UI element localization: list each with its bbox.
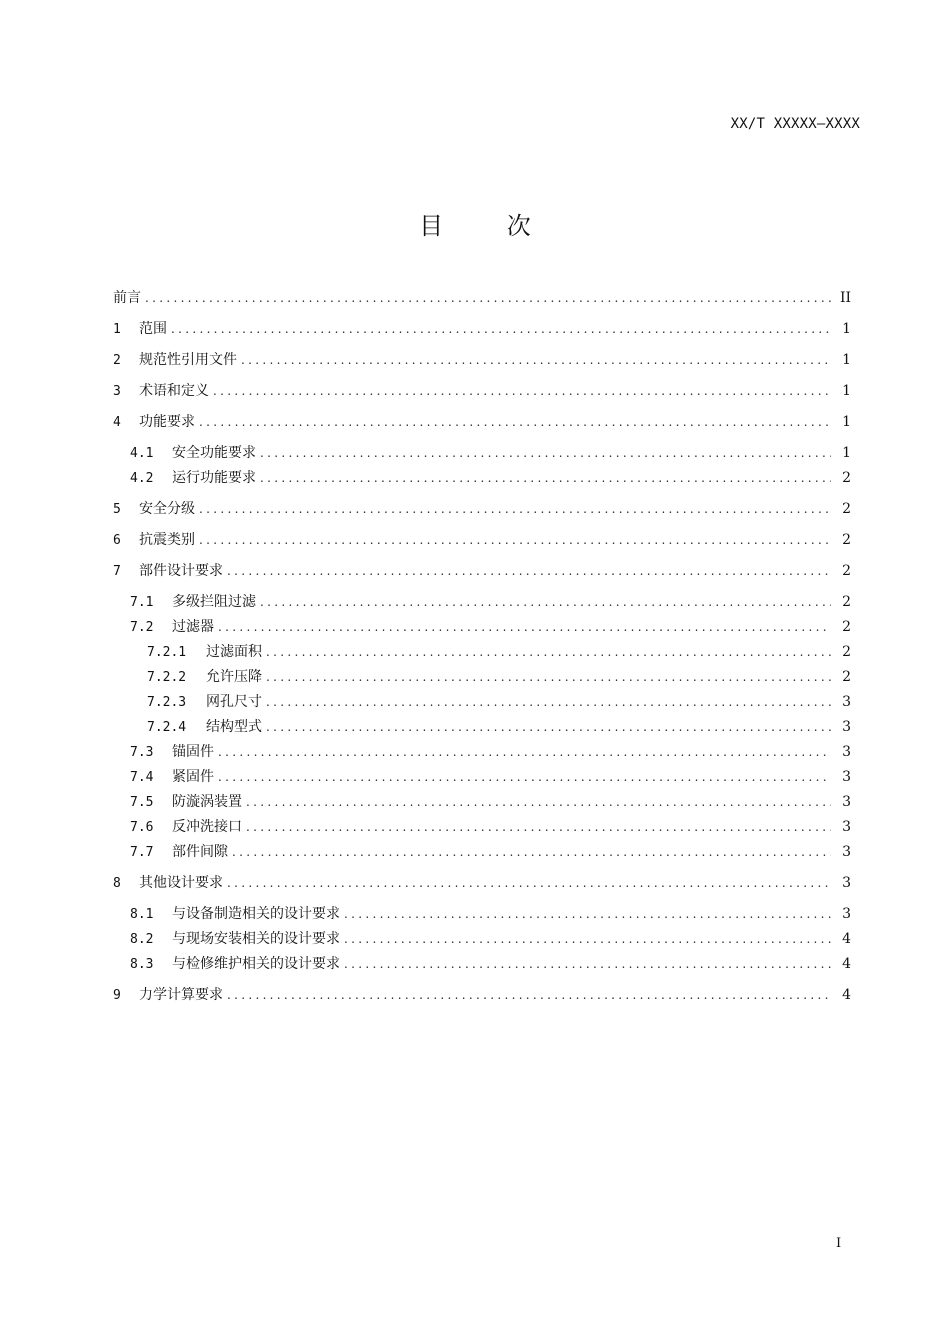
toc-entry[interactable] bbox=[113, 903, 851, 925]
toc-entry[interactable] bbox=[113, 766, 851, 788]
toc-entry[interactable] bbox=[113, 560, 851, 582]
toc-entry-number: 7.2.2 bbox=[147, 670, 187, 685]
toc-entry-page: 3 bbox=[842, 875, 851, 891]
toc-entry-number: 1 bbox=[113, 322, 121, 337]
toc-entry-number: 8.2 bbox=[130, 932, 154, 947]
toc-entry-number: 7.4 bbox=[130, 770, 154, 785]
toc-entry-number: 7.2.3 bbox=[147, 695, 187, 710]
toc-entry-label: 锚固件 bbox=[172, 744, 214, 760]
toc-entry[interactable] bbox=[113, 380, 851, 402]
toc-entry-label: 部件设计要求 bbox=[139, 563, 223, 579]
toc-entry[interactable] bbox=[113, 953, 851, 975]
toc-entry-number: 7.6 bbox=[130, 820, 154, 835]
toc-entry[interactable] bbox=[113, 467, 851, 489]
toc-entry-number: 7.2 bbox=[130, 620, 154, 635]
toc-entry-page: 2 bbox=[842, 501, 851, 517]
toc-entry-page: 3 bbox=[842, 819, 851, 835]
toc-entry-number: 6 bbox=[113, 533, 121, 548]
toc-entry-page: 2 bbox=[842, 563, 851, 579]
toc-leader-dots bbox=[260, 442, 831, 464]
toc-entry[interactable] bbox=[113, 287, 851, 309]
toc-entry[interactable] bbox=[113, 666, 851, 688]
toc-entry-label: 规范性引用文件 bbox=[139, 352, 237, 368]
toc-entry-page: 1 bbox=[842, 352, 851, 368]
toc-entry-page: 1 bbox=[842, 445, 851, 461]
toc-entry-page: 4 bbox=[842, 956, 851, 972]
toc-entry-number: 3 bbox=[113, 384, 121, 399]
toc-entry-number: 8.3 bbox=[130, 957, 154, 972]
toc-entry-label: 前言 bbox=[113, 290, 141, 306]
toc-leader-dots bbox=[171, 318, 831, 340]
toc-leader-dots bbox=[260, 591, 831, 613]
toc-leader-dots bbox=[218, 741, 831, 763]
toc-entry[interactable] bbox=[113, 498, 851, 520]
toc-leader-dots bbox=[266, 666, 831, 688]
toc-entry-page: 3 bbox=[842, 906, 851, 922]
toc-entry-page: 1 bbox=[842, 383, 851, 399]
toc-leader-dots bbox=[344, 903, 831, 925]
toc-entry-number: 8.1 bbox=[130, 907, 154, 922]
toc-entry-page: 1 bbox=[842, 414, 851, 430]
toc-entry-label: 网孔尺寸 bbox=[206, 694, 262, 710]
toc-entry-label: 运行功能要求 bbox=[172, 470, 256, 486]
toc-leader-dots bbox=[241, 349, 831, 371]
toc-entry-number: 7.1 bbox=[130, 595, 154, 610]
toc-entry[interactable] bbox=[113, 641, 851, 663]
toc-entry-page: 3 bbox=[842, 719, 851, 735]
toc-entry-page: II bbox=[839, 290, 851, 306]
toc-leader-dots bbox=[266, 641, 831, 663]
toc-leader-dots bbox=[260, 467, 831, 489]
toc-leader-dots bbox=[232, 841, 831, 863]
toc-entry[interactable] bbox=[113, 872, 851, 894]
toc-entry-label: 紧固件 bbox=[172, 769, 214, 785]
toc-entry-label: 过滤面积 bbox=[206, 644, 262, 660]
page-title: 目 次 bbox=[419, 212, 559, 240]
toc-entry-page: 4 bbox=[842, 931, 851, 947]
toc-entry[interactable] bbox=[113, 616, 851, 638]
toc-entry-number: 8 bbox=[113, 876, 121, 891]
toc-entry-number: 7 bbox=[113, 564, 121, 579]
toc-leader-dots bbox=[344, 928, 831, 950]
toc-entry[interactable] bbox=[113, 529, 851, 551]
toc-entry-label: 过滤器 bbox=[172, 619, 214, 635]
toc-entry-number: 7.3 bbox=[130, 745, 154, 760]
toc-entry-label: 与设备制造相关的设计要求 bbox=[172, 906, 340, 922]
toc-leader-dots bbox=[227, 984, 831, 1006]
toc-entry[interactable] bbox=[113, 349, 851, 371]
toc-entry-label: 多级拦阻过滤 bbox=[172, 594, 256, 610]
toc-entry-label: 结构型式 bbox=[206, 719, 262, 735]
toc-leader-dots bbox=[199, 529, 831, 551]
toc-entry-label: 力学计算要求 bbox=[139, 987, 223, 1003]
toc-leader-dots bbox=[246, 816, 831, 838]
toc-entry-label: 安全分级 bbox=[139, 501, 195, 517]
toc-leader-dots bbox=[218, 616, 831, 638]
toc-entry-label: 允许压降 bbox=[206, 669, 262, 685]
toc-entry-page: 2 bbox=[842, 644, 851, 660]
toc-leader-dots bbox=[199, 411, 831, 433]
toc-entry[interactable] bbox=[113, 791, 851, 813]
toc-entry-page: 3 bbox=[842, 744, 851, 760]
toc-entry[interactable] bbox=[113, 741, 851, 763]
toc-entry-number: 7.2.4 bbox=[147, 720, 187, 735]
toc-entry-number: 4.2 bbox=[130, 471, 154, 486]
toc-leader-dots bbox=[213, 380, 831, 402]
toc-entry-page: 3 bbox=[842, 794, 851, 810]
toc-leader-dots bbox=[218, 766, 831, 788]
toc-entry-page: 2 bbox=[842, 669, 851, 685]
toc-entry-number: 7.7 bbox=[130, 845, 154, 860]
toc-entry-label: 部件间隙 bbox=[172, 844, 228, 860]
toc-entry-label: 其他设计要求 bbox=[139, 875, 223, 891]
toc-entry[interactable] bbox=[113, 442, 851, 464]
toc-leader-dots bbox=[227, 560, 831, 582]
toc-entry-label: 范围 bbox=[139, 321, 167, 337]
toc-entry-number: 7.2.1 bbox=[147, 645, 187, 660]
toc-entry-number: 2 bbox=[113, 353, 121, 368]
toc-entry-label: 术语和定义 bbox=[139, 383, 209, 399]
toc-entry-page: 2 bbox=[842, 619, 851, 635]
toc-entry-number: 9 bbox=[113, 988, 121, 1003]
toc-entry-page: 2 bbox=[842, 470, 851, 486]
toc-entry-page: 2 bbox=[842, 594, 851, 610]
toc-entry[interactable] bbox=[113, 816, 851, 838]
toc-entry-label: 安全功能要求 bbox=[172, 445, 256, 461]
toc-entry[interactable] bbox=[113, 691, 851, 713]
toc-entry-page: 2 bbox=[842, 532, 851, 548]
toc-entry-page: 3 bbox=[842, 769, 851, 785]
footer-page-number: I bbox=[836, 1236, 842, 1251]
toc-entry-page: 3 bbox=[842, 844, 851, 860]
toc-entry[interactable] bbox=[113, 318, 851, 340]
toc-entry[interactable] bbox=[113, 928, 851, 950]
toc-entry-label: 与现场安装相关的设计要求 bbox=[172, 931, 340, 947]
toc-entry-number: 4 bbox=[113, 415, 121, 430]
standard-number: XX/T XXXXX—XXXX bbox=[730, 116, 860, 132]
toc-entry-number: 7.5 bbox=[130, 795, 154, 810]
toc-leader-dots bbox=[145, 287, 831, 309]
toc-entry[interactable] bbox=[113, 411, 851, 433]
toc-leader-dots bbox=[266, 691, 831, 713]
toc-leader-dots bbox=[227, 872, 831, 894]
toc-entry[interactable] bbox=[113, 841, 851, 863]
toc-entry-page: 1 bbox=[842, 321, 851, 337]
toc-leader-dots bbox=[344, 953, 831, 975]
toc-entry[interactable] bbox=[113, 984, 851, 1006]
toc-leader-dots bbox=[266, 716, 831, 738]
toc-entry-number: 4.1 bbox=[130, 446, 154, 461]
toc-entry-label: 与检修维护相关的设计要求 bbox=[172, 956, 340, 972]
toc-leader-dots bbox=[199, 498, 831, 520]
toc-leader-dots bbox=[246, 791, 831, 813]
toc-entry-number: 5 bbox=[113, 502, 121, 517]
toc-entry-label: 防漩涡装置 bbox=[172, 794, 242, 810]
toc-entry-label: 反冲洗接口 bbox=[172, 819, 242, 835]
toc-entry-page: 4 bbox=[842, 987, 851, 1003]
toc-entry-page: 3 bbox=[842, 694, 851, 710]
toc-entry-label: 功能要求 bbox=[139, 414, 195, 430]
toc-entry[interactable] bbox=[113, 716, 851, 738]
toc-entry[interactable] bbox=[113, 591, 851, 613]
toc-entry-label: 抗震类别 bbox=[139, 532, 195, 548]
